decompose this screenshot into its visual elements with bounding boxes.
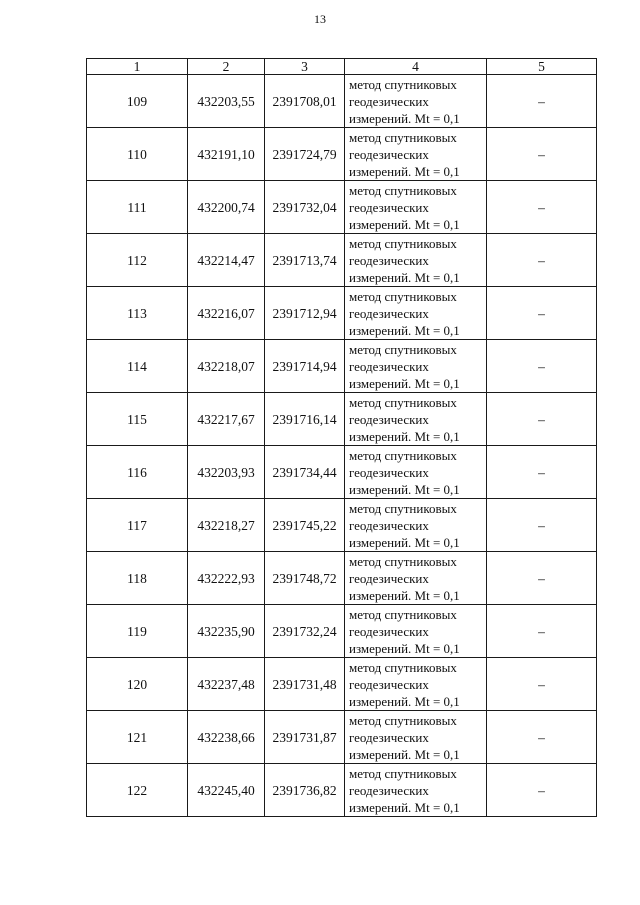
- method-text-line: измерений. Mt = 0,1: [349, 746, 460, 762]
- point-number-cell: 113: [87, 287, 188, 340]
- column-header-3: 3: [265, 59, 345, 75]
- method-text-line: метод спутниковых: [349, 447, 457, 463]
- note-cell: –: [487, 128, 597, 181]
- method-cell: [345, 711, 487, 764]
- y-coordinate-cell: 2391724,79: [265, 128, 345, 181]
- table-row: [87, 128, 597, 181]
- method-text-line: метод спутниковых: [349, 76, 457, 92]
- method-text-line: геодезических: [349, 358, 429, 374]
- method-text-line: метод спутниковых: [349, 341, 457, 357]
- method-cell: [345, 181, 487, 234]
- table-row: [87, 287, 597, 340]
- table-row: [87, 393, 597, 446]
- x-coordinate-cell: 432214,47: [188, 234, 265, 287]
- method-text-line: геодезических: [349, 623, 429, 639]
- method-text-line: метод спутниковых: [349, 606, 457, 622]
- method-text-line: геодезических: [349, 411, 429, 427]
- table-row: [87, 340, 597, 393]
- method-text-line: измерений. Mt = 0,1: [349, 799, 460, 815]
- page-number: 13: [314, 12, 326, 26]
- method-text-line: геодезических: [349, 252, 429, 268]
- point-number-cell: 120: [87, 658, 188, 711]
- y-coordinate-cell: 2391732,04: [265, 181, 345, 234]
- method-text-line: метод спутниковых: [349, 765, 457, 781]
- method-text-line: измерений. Mt = 0,1: [349, 428, 460, 444]
- y-coordinate-cell: 2391712,94: [265, 287, 345, 340]
- method-text-line: геодезических: [349, 464, 429, 480]
- table-row: [87, 181, 597, 234]
- note-cell: –: [487, 75, 597, 128]
- x-coordinate-cell: 432203,55: [188, 75, 265, 128]
- table-row: [87, 764, 597, 817]
- method-text-line: метод спутниковых: [349, 394, 457, 410]
- table-row: [87, 552, 597, 605]
- method-cell: [345, 764, 487, 817]
- method-cell: [345, 340, 487, 393]
- x-coordinate-cell: 432217,67: [188, 393, 265, 446]
- point-number-cell: 122: [87, 764, 188, 817]
- point-number-cell: 112: [87, 234, 188, 287]
- y-coordinate-cell: 2391731,48: [265, 658, 345, 711]
- method-text-line: геодезических: [349, 676, 429, 692]
- y-coordinate-cell: 2391736,82: [265, 764, 345, 817]
- method-text-line: измерений. Mt = 0,1: [349, 110, 460, 126]
- column-header-4: 4: [345, 59, 487, 75]
- method-cell: [345, 499, 487, 552]
- method-text-line: геодезических: [349, 146, 429, 162]
- method-text-line: геодезических: [349, 199, 429, 215]
- method-text-line: измерений. Mt = 0,1: [349, 534, 460, 550]
- note-cell: –: [487, 393, 597, 446]
- method-text-line: геодезических: [349, 729, 429, 745]
- note-cell: –: [487, 234, 597, 287]
- table-row: [87, 499, 597, 552]
- method-text-line: измерений. Mt = 0,1: [349, 322, 460, 338]
- y-coordinate-cell: 2391745,22: [265, 499, 345, 552]
- column-header-5: 5: [487, 59, 597, 75]
- note-cell: –: [487, 499, 597, 552]
- y-coordinate-cell: 2391732,24: [265, 605, 345, 658]
- x-coordinate-cell: 432203,93: [188, 446, 265, 499]
- point-number-cell: 114: [87, 340, 188, 393]
- note-cell: –: [487, 605, 597, 658]
- method-text-line: метод спутниковых: [349, 288, 457, 304]
- method-text-line: измерений. Mt = 0,1: [349, 269, 460, 285]
- y-coordinate-cell: 2391714,94: [265, 340, 345, 393]
- method-cell: [345, 287, 487, 340]
- method-text-line: геодезических: [349, 305, 429, 321]
- table-row: [87, 658, 597, 711]
- point-number-cell: 109: [87, 75, 188, 128]
- method-text-line: метод спутниковых: [349, 553, 457, 569]
- method-text-line: геодезических: [349, 782, 429, 798]
- method-text-line: метод спутниковых: [349, 182, 457, 198]
- method-text-line: метод спутниковых: [349, 235, 457, 251]
- point-number-cell: 118: [87, 552, 188, 605]
- column-header-1: 1: [87, 59, 188, 75]
- method-cell: [345, 658, 487, 711]
- method-cell: [345, 75, 487, 128]
- note-cell: –: [487, 711, 597, 764]
- point-number-cell: 116: [87, 446, 188, 499]
- table-header-row: [87, 59, 597, 75]
- x-coordinate-cell: 432218,07: [188, 340, 265, 393]
- method-text-line: геодезических: [349, 570, 429, 586]
- table-row: [87, 446, 597, 499]
- coordinates-table: [86, 58, 597, 817]
- method-cell: [345, 234, 487, 287]
- x-coordinate-cell: 432237,48: [188, 658, 265, 711]
- point-number-cell: 121: [87, 711, 188, 764]
- method-text-line: метод спутниковых: [349, 659, 457, 675]
- y-coordinate-cell: 2391734,44: [265, 446, 345, 499]
- method-text-line: измерений. Mt = 0,1: [349, 481, 460, 497]
- method-text-line: измерений. Mt = 0,1: [349, 693, 460, 709]
- x-coordinate-cell: 432238,66: [188, 711, 265, 764]
- x-coordinate-cell: 432191,10: [188, 128, 265, 181]
- y-coordinate-cell: 2391716,14: [265, 393, 345, 446]
- method-text-line: измерений. Mt = 0,1: [349, 640, 460, 656]
- method-cell: [345, 552, 487, 605]
- method-text-line: метод спутниковых: [349, 129, 457, 145]
- x-coordinate-cell: 432235,90: [188, 605, 265, 658]
- method-text-line: метод спутниковых: [349, 712, 457, 728]
- x-coordinate-cell: 432245,40: [188, 764, 265, 817]
- method-cell: [345, 128, 487, 181]
- y-coordinate-cell: 2391731,87: [265, 711, 345, 764]
- method-text-line: измерений. Mt = 0,1: [349, 587, 460, 603]
- method-cell: [345, 446, 487, 499]
- table-row: [87, 75, 597, 128]
- y-coordinate-cell: 2391713,74: [265, 234, 345, 287]
- point-number-cell: 119: [87, 605, 188, 658]
- note-cell: –: [487, 340, 597, 393]
- method-text-line: измерений. Mt = 0,1: [349, 163, 460, 179]
- method-text-line: метод спутниковых: [349, 500, 457, 516]
- table-row: [87, 605, 597, 658]
- y-coordinate-cell: 2391708,01: [265, 75, 345, 128]
- point-number-cell: 115: [87, 393, 188, 446]
- method-text-line: геодезических: [349, 517, 429, 533]
- method-text-line: геодезических: [349, 93, 429, 109]
- note-cell: –: [487, 764, 597, 817]
- note-cell: –: [487, 181, 597, 234]
- method-text-line: измерений. Mt = 0,1: [349, 375, 460, 391]
- x-coordinate-cell: 432218,27: [188, 499, 265, 552]
- note-cell: –: [487, 658, 597, 711]
- point-number-cell: 117: [87, 499, 188, 552]
- x-coordinate-cell: 432216,07: [188, 287, 265, 340]
- note-cell: –: [487, 552, 597, 605]
- method-cell: [345, 605, 487, 658]
- x-coordinate-cell: 432222,93: [188, 552, 265, 605]
- note-cell: –: [487, 446, 597, 499]
- table-row: [87, 711, 597, 764]
- table-body: [87, 75, 597, 817]
- point-number-cell: 111: [87, 181, 188, 234]
- method-cell: [345, 393, 487, 446]
- point-number-cell: 110: [87, 128, 188, 181]
- note-cell: –: [487, 287, 597, 340]
- x-coordinate-cell: 432200,74: [188, 181, 265, 234]
- table-row: [87, 234, 597, 287]
- column-header-2: 2: [188, 59, 265, 75]
- y-coordinate-cell: 2391748,72: [265, 552, 345, 605]
- method-text-line: измерений. Mt = 0,1: [349, 216, 460, 232]
